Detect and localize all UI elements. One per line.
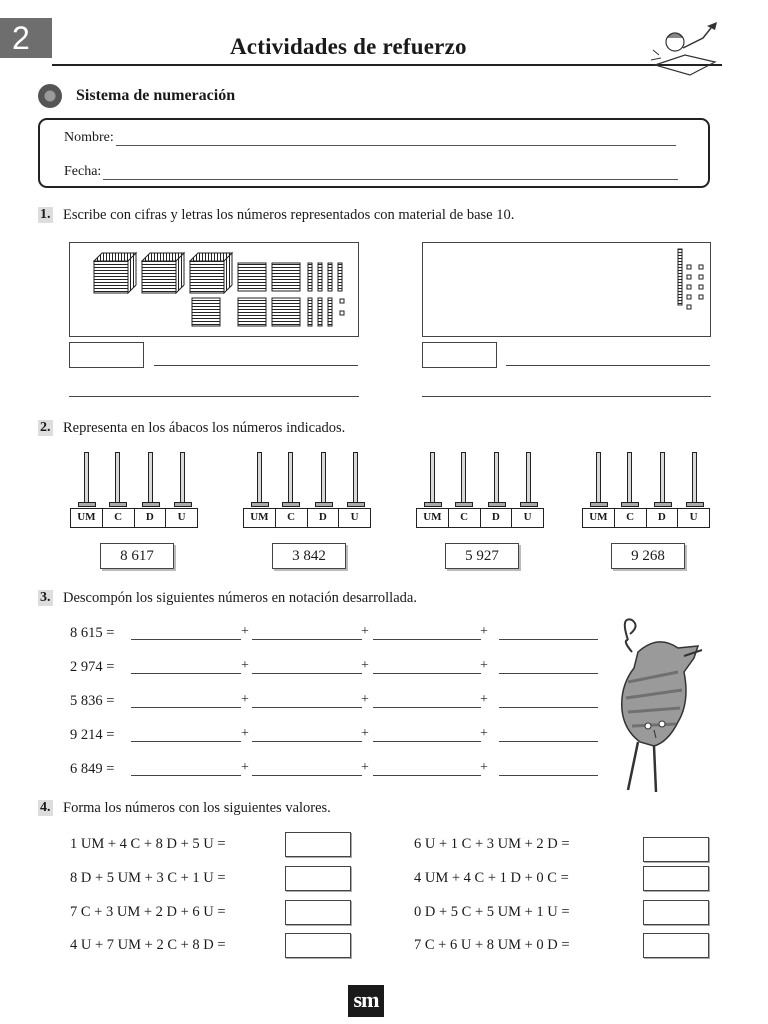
decomp-answer-line[interactable] [499, 775, 598, 776]
hundred-flat-icon [192, 298, 220, 326]
q4-expression: 7 C + 6 U + 8 UM + 0 D = [414, 937, 570, 953]
plus-sign: + [361, 692, 369, 707]
q1-text: Escribe con cifras y letras los números representados con material de base 10. [63, 207, 515, 223]
ten-rods-icon [308, 263, 342, 326]
q1-words-line-2a[interactable] [506, 365, 710, 366]
abacus-target-number: 3 842 [272, 543, 346, 569]
abacus[interactable] [243, 452, 371, 522]
thousand-cube-icon [94, 253, 136, 293]
date-label: Fecha: [64, 164, 102, 179]
abacus-label-um: UM [583, 509, 615, 527]
abacus-label-d: D [481, 509, 513, 527]
thousand-cube-icon [190, 253, 232, 293]
abacus-label-c: C [449, 509, 481, 527]
q4-answer-box[interactable] [643, 933, 709, 958]
decomp-number: 9 214 = [70, 727, 115, 743]
plus-sign: + [241, 624, 249, 639]
abacus-label-c: C [103, 509, 135, 527]
base10-blocks-illustration-2 [423, 243, 710, 336]
unit-cubes-icon [340, 299, 344, 315]
plus-sign: + [480, 726, 488, 741]
q4-answer-box[interactable] [285, 933, 351, 958]
q4-answer-box[interactable] [643, 866, 709, 891]
student-info-box [38, 118, 710, 188]
decomp-number: 2 974 = [70, 659, 115, 675]
decomp-answer-line[interactable] [252, 707, 362, 708]
abacus[interactable] [416, 452, 544, 522]
plus-sign: + [241, 658, 249, 673]
abacus-label-d: D [308, 509, 340, 527]
hundred-flat-icon [272, 263, 300, 291]
name-field[interactable] [64, 130, 676, 146]
abacus-label-d: D [647, 509, 679, 527]
plus-sign: + [241, 726, 249, 741]
q1-words-line-2b[interactable] [422, 396, 711, 397]
q1-digits-answer-box-2[interactable] [422, 342, 497, 368]
date-line[interactable] [103, 166, 678, 180]
hundred-flat-icon [272, 298, 300, 326]
q4-answer-box[interactable] [285, 900, 351, 925]
thousand-cube-icon [142, 253, 184, 293]
cat-illustration [598, 612, 708, 797]
q4-expression: 4 UM + 4 C + 1 D + 0 C = [414, 870, 569, 886]
page-title: Actividades de refuerzo [230, 34, 467, 59]
decomp-answer-line[interactable] [373, 741, 481, 742]
abacus-label-um: UM [417, 509, 449, 527]
plus-sign: + [480, 624, 488, 639]
q1-words-line-1b[interactable] [69, 396, 359, 397]
q4-expression: 0 D + 5 C + 5 UM + 1 U = [414, 904, 570, 920]
decomp-answer-line[interactable] [131, 775, 241, 776]
decomp-answer-line[interactable] [252, 673, 362, 674]
date-field[interactable] [64, 164, 678, 180]
q2-number: 2. [40, 420, 51, 435]
q1-digits-answer-box-1[interactable] [69, 342, 144, 368]
title-rule [52, 64, 722, 66]
decomp-answer-line[interactable] [499, 639, 598, 640]
decomp-answer-line[interactable] [499, 741, 598, 742]
decomp-answer-line[interactable] [373, 707, 481, 708]
hundred-flat-icon [238, 263, 266, 291]
decomp-number: 6 849 = [70, 761, 115, 777]
decomp-answer-line[interactable] [252, 639, 362, 640]
abacus-label-um: UM [71, 509, 103, 527]
abacus-label-u: U [523, 511, 532, 523]
section-bullet-icon [38, 84, 62, 108]
abacus-label-c: C [276, 509, 308, 527]
name-line[interactable] [116, 132, 676, 146]
plus-sign: + [241, 760, 249, 775]
q4-expression: 6 U + 1 C + 3 UM + 2 D = [414, 836, 570, 852]
abacus-label-u: U [350, 511, 359, 523]
base10-blocks-box-1 [69, 242, 359, 337]
q3-number: 3. [40, 590, 51, 605]
abacus-target-number: 9 268 [611, 543, 685, 569]
abacus-label-u: U [689, 511, 698, 523]
publisher-logo: sm [348, 985, 384, 1017]
decomp-number: 5 836 = [70, 693, 115, 709]
abacus-target-number: 8 617 [100, 543, 174, 569]
plus-sign: + [480, 692, 488, 707]
abacus-target-number: 5 927 [445, 543, 519, 569]
q4-text: Forma los números con los siguientes valores. [63, 800, 331, 816]
abacus-label-d: D [135, 509, 167, 527]
q2-text: Representa en los ábacos los números indicados. [63, 420, 346, 436]
decomp-answer-line[interactable] [373, 639, 481, 640]
decomp-answer-line[interactable] [131, 673, 241, 674]
abacus-label-c: C [615, 509, 647, 527]
abacus-label-um: UM [244, 509, 276, 527]
plus-sign: + [361, 658, 369, 673]
q3-text: Descompón los siguientes números en notación desarrollada. [63, 590, 417, 606]
q4-answer-box[interactable] [285, 832, 351, 857]
decomp-number: 8 615 = [70, 625, 115, 641]
section-heading [38, 84, 235, 108]
decomp-answer-line[interactable] [131, 639, 241, 640]
decomp-answer-line[interactable] [373, 775, 481, 776]
decomp-answer-line[interactable] [131, 741, 241, 742]
hundred-flat-icon [238, 298, 266, 326]
q4-answer-box[interactable] [643, 900, 709, 925]
q4-expression: 7 C + 3 UM + 2 D + 6 U = [70, 904, 226, 920]
abacus[interactable] [70, 452, 198, 522]
base10-blocks-box-2 [422, 242, 711, 337]
decomp-answer-line[interactable] [499, 707, 598, 708]
q4-expression: 1 UM + 4 C + 8 D + 5 U = [70, 836, 226, 852]
decomp-answer-line[interactable] [252, 741, 362, 742]
ten-rod-icon [678, 249, 682, 305]
decomp-answer-line[interactable] [131, 707, 241, 708]
plus-sign: + [361, 726, 369, 741]
plus-sign: + [361, 760, 369, 775]
plus-sign: + [361, 624, 369, 639]
name-label: Nombre: [64, 130, 114, 145]
section-title: Sistema de numeración [76, 87, 236, 104]
plus-sign: + [480, 760, 488, 775]
abacus-label-u: U [177, 511, 186, 523]
reading-child-illustration [645, 20, 725, 80]
q1-words-line-1a[interactable] [154, 365, 358, 366]
plus-sign: + [241, 692, 249, 707]
q4-expression: 8 D + 5 UM + 3 C + 1 U = [70, 870, 226, 886]
q4-answer-box[interactable] [285, 866, 351, 891]
q4-expression: 4 U + 7 UM + 2 C + 8 D = [70, 937, 226, 953]
decomp-answer-line[interactable] [499, 673, 598, 674]
q4-answer-box[interactable] [643, 837, 709, 862]
unit-cubes-icon [687, 265, 703, 309]
q4-number: 4. [40, 800, 51, 815]
decomp-answer-line[interactable] [252, 775, 362, 776]
q1-number: 1. [40, 207, 51, 222]
unit-badge: 2 [0, 18, 52, 58]
decomp-answer-line[interactable] [373, 673, 481, 674]
abacus[interactable] [582, 452, 710, 522]
plus-sign: + [480, 658, 488, 673]
base10-blocks-illustration-1 [70, 243, 358, 336]
